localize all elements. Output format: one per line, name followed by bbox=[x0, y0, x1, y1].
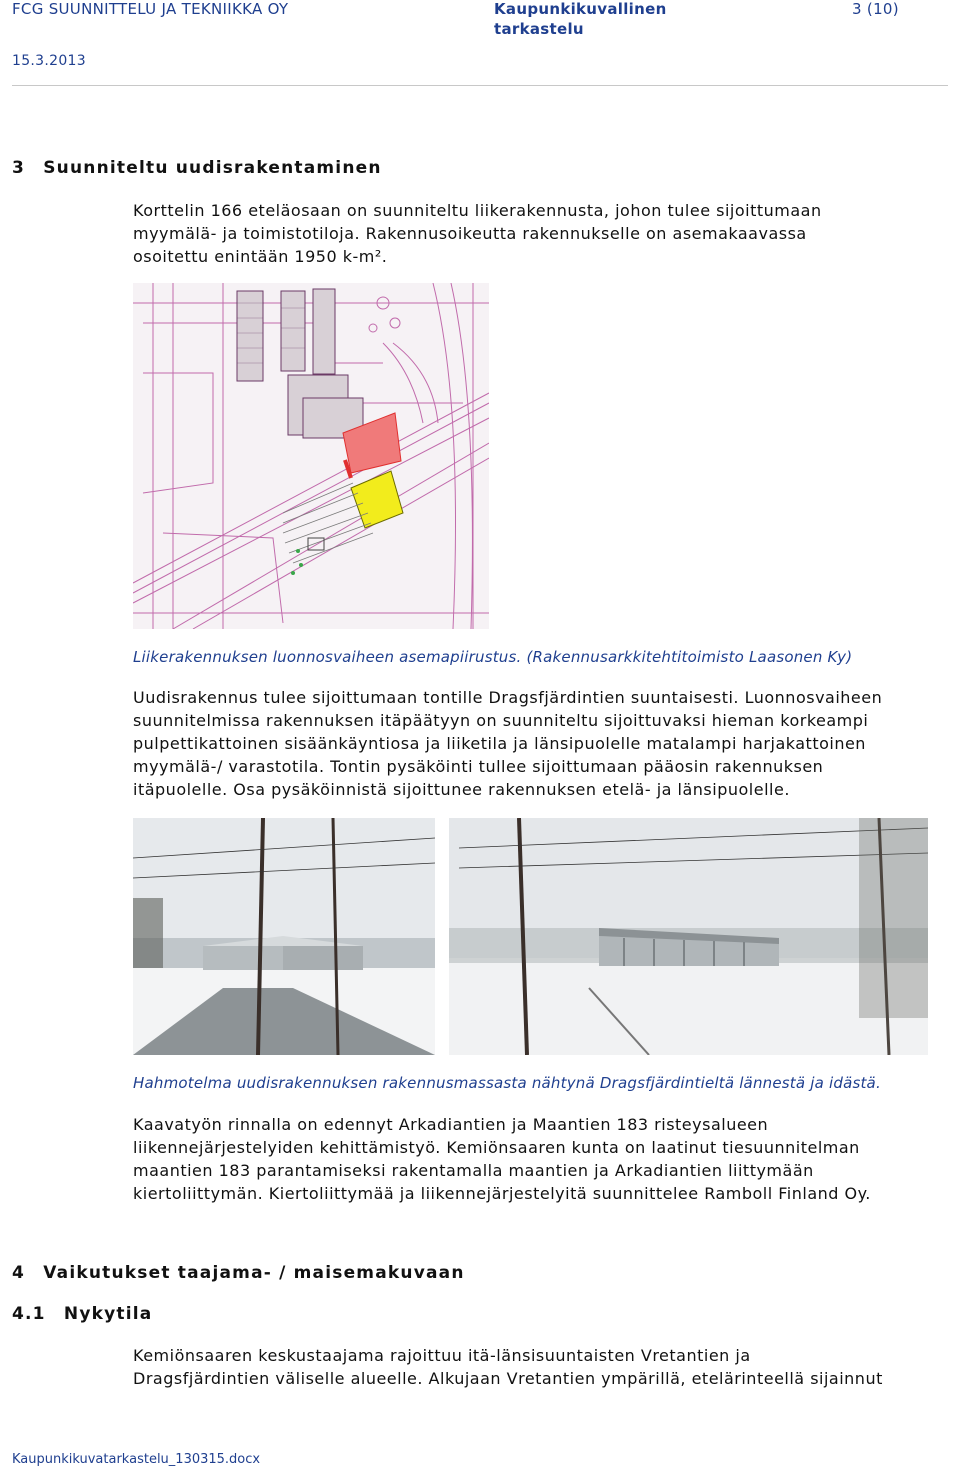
text-line: pulpettikattoinen sisäänkäyntiosa ja liiketila ja länsipuolelle matalampi harjakattoinen bbox=[133, 734, 866, 753]
site-plan-drawing bbox=[133, 283, 489, 629]
photo-west-svg bbox=[133, 818, 435, 1055]
footer-filename: Kaupunkikuvatarkastelu_130315.docx bbox=[12, 1452, 261, 1467]
text-line: osoitettu enintään 1950 k-m². bbox=[133, 247, 388, 266]
text-line: Dragsfjärdintien väliselle alueelle. Alkujaan Vretantien ympärillä, etelärinteellä sijainnut bbox=[133, 1369, 883, 1388]
figure-caption-photos: Hahmotelma uudisrakennuksen rakennusmassasta nähtynä Dragsfjärdintieltä lännestä ja idästä. bbox=[133, 1074, 881, 1092]
section-heading: 4 Vaikutukset taajama- / maisemakuvaan bbox=[12, 1263, 465, 1283]
header-rule bbox=[12, 85, 948, 86]
header-org: FCG SUUNNITTELU JA TEKNIIKKA OY bbox=[12, 0, 289, 18]
text-line: suunnitelmissa rakennuksen itäpäätyyn on suunniteltu sijoittuvaksi hieman korkeampi bbox=[133, 711, 869, 730]
paragraph-building bbox=[133, 686, 882, 801]
section-heading: 3 Suunniteltu uudisrakentaminen bbox=[12, 158, 382, 178]
header-doc-title-1: Kaupunkikuvallinen bbox=[494, 0, 667, 18]
text-line: liikennejärjestelyiden kehittämistyö. Kemiönsaaren kunta on laatinut tiesuunnitelman bbox=[133, 1138, 860, 1157]
paragraph-current-state bbox=[133, 1344, 883, 1390]
subsection-heading: 4.1 Nykytila bbox=[12, 1304, 153, 1324]
figure-caption-site-plan: Liikerakennuksen luonnosvaiheen asemapiirustus. (Rakennusarkkitehtitoimisto Laasonen Ky) bbox=[133, 648, 853, 666]
header-doc-title-2: tarkastelu bbox=[494, 20, 584, 38]
text-line: Kemiönsaaren keskustaajama rajoittuu itä-länsisuuntaisten Vretantien ja bbox=[133, 1346, 751, 1365]
text-line: Korttelin 166 eteläosaan on suunniteltu liikerakennusta, johon tulee sijoittumaan bbox=[133, 201, 822, 220]
header-page-number: 3 (10) bbox=[852, 0, 899, 18]
paragraph-intro bbox=[133, 199, 822, 268]
paragraph-traffic bbox=[133, 1113, 871, 1205]
text-line: itäpuolelle. Osa pysäköinnistä sijoittunee rakennuksen etelä- ja länsipuolelle. bbox=[133, 780, 790, 799]
text-line: Uudisrakennus tulee sijoittumaan tontille Dragsfjärdintien suuntaisesti. Luonnosvaiheen bbox=[133, 688, 883, 707]
text-line: myymälä-/ varastotila. Tontin pysäköinti tullee sijoittumaan pääosin rakennuksen bbox=[133, 757, 824, 776]
photo-from-east bbox=[449, 818, 928, 1055]
header-date: 15.3.2013 bbox=[12, 53, 86, 69]
text-line: Kaavatyön rinnalla on edennyt Arkadiantien ja Maantien 183 risteysalueen bbox=[133, 1115, 769, 1134]
text-line: maantien 183 parantamiseksi rakentamalla maantien ja Arkadiantien liittymään bbox=[133, 1161, 814, 1180]
text-line: kiertoliittymän. Kiertoliittymää ja liikennejärjestelyitä suunnittelee Ramboll Finland Oy. bbox=[133, 1184, 871, 1203]
photo-east-svg bbox=[449, 818, 928, 1055]
text-line: myymälä- ja toimistotiloja. Rakennusoikeutta rakennukselle on asemakaavassa bbox=[133, 224, 807, 243]
site-plan-svg bbox=[133, 283, 489, 629]
photo-from-west bbox=[133, 818, 435, 1055]
